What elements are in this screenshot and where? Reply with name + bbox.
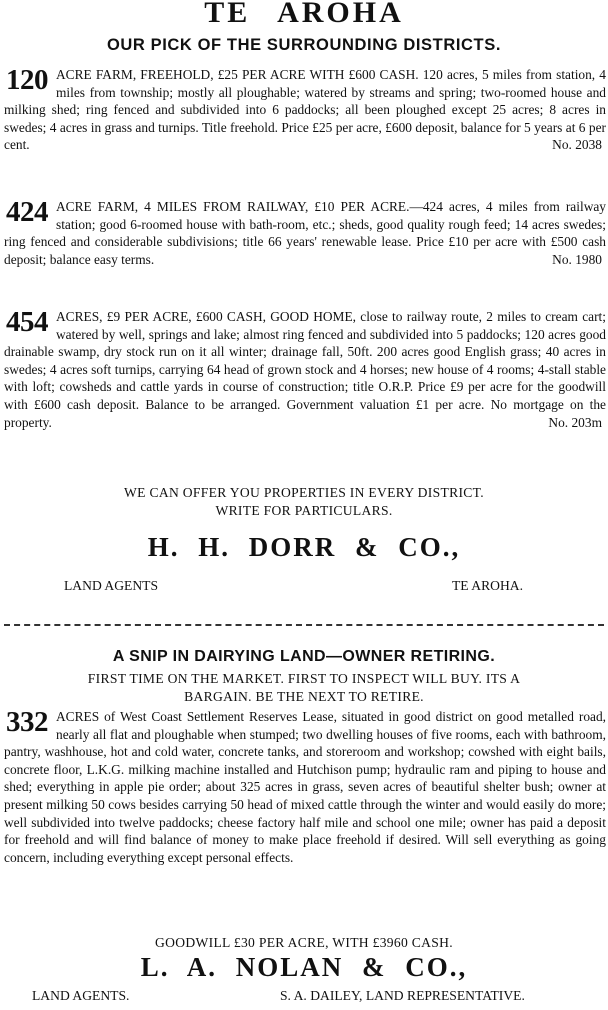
land-agents-label: LAND AGENTS	[64, 578, 159, 593]
section-divider	[4, 624, 604, 626]
ad2-intro-line-2: BARGAIN. BE THE NEXT TO RETIRE.	[184, 689, 424, 704]
location-label: TE AROHA.	[452, 578, 523, 593]
subheading: OUR PICK OF THE SURROUNDING DISTRICTS.	[106, 36, 502, 54]
firm-name-dorr: H. H. DORR & CO.,	[147, 532, 461, 562]
goodwill-line: GOODWILL £30 PER ACRE, WITH £3960 CASH.	[155, 935, 453, 950]
listing-text: ACRES, £9 PER ACRE, £600 CASH, GOOD HOME, close to railway route, 2 miles to cream cart; watered by well, springs and lake; almost ring fenced and subdivided into 5 paddocks; 120 acres good drainable swamp, dry stock run on it all winter; drainage fall, 50ft. 200 acres good English grass; 40 acres in swedes; 4 acres soft turnips, carrying 64 head of grown stock and 4 horses; new house of 4 rooms; 4-stall stable with loft; cowsheds and cattle yards in course of construction; title O.R.P. Price £9 per acre for the goodwill with £600 cash deposit. Balance to be arranged. Government valuation £1 per acre. No mortgage on the property.	[4, 309, 606, 430]
firm-name-nolan: L. A. NOLAN & CO.,	[140, 952, 468, 982]
listing-text: ACRE FARM, 4 MILES FROM RAILWAY, £10 PER ACRE.—424 acres, 4 miles from railway station; good 6-roomed house with bath-room, etc.; sheds, good quality rough feed; 14 acres swedes; ring fenced and considerable subdivisions; title 66 years' renewable lease. Price £10 per acre with £500 cash deposit; balance easy terms.	[4, 199, 606, 267]
masthead-title: TE AROHA	[204, 0, 404, 29]
representative-label: S. A. DAILEY, LAND REPRESENTATIVE.	[280, 988, 525, 1003]
listing-424-acre-farm	[4, 198, 606, 268]
ad2-intro-line-1: FIRST TIME ON THE MARKET. FIRST TO INSPECT WILL BUY. ITS A	[87, 671, 521, 686]
listing-text: ACRE FARM, FREEHOLD, £25 PER ACRE WITH £600 CASH. 120 acres, 5 miles from station, 4 miles from township; mostly all ploughable; watered by streams and spring; two-roomed house and milking shed; ring fenced and subdivided into 6 paddocks; all been ploughed except 25 acres; 8 acres in swedes; 4 acres in grass and turnips. Title freehold. Price £25 per acre, £600 deposit, balance for 5 years at 6 per cent.	[4, 67, 606, 153]
listing-number: 454	[6, 306, 48, 338]
offer-line-2: WRITE FOR PARTICULARS.	[215, 503, 393, 518]
listing-ref: No. 1980	[552, 251, 602, 267]
listing-ref: No. 203m	[548, 414, 602, 430]
listing-454-acres	[4, 308, 606, 431]
listing-number: 424	[6, 196, 48, 228]
offer-line-1: WE CAN OFFER YOU PROPERTIES IN EVERY DISTRICT.	[124, 485, 484, 500]
listing-ref: No. 2038	[552, 137, 602, 153]
land-agents-label: LAND AGENTS.	[32, 988, 130, 1003]
listing-number: 120	[6, 64, 48, 96]
listing-text: ACRES of West Coast Settlement Reserves Lease, situated in good district on good metalled road, nearly all flat and ploughable when stumped; two dwelling houses of five rooms, each with bathroom, pantry, washhouse, hot and cold water, concrete tanks, and storeroom and workshop; cowshed with eight bails, concrete floor, L.K.G. milking machine installed and Hutchison pump; hydraulic ram and piping to house and shed; everything in apple pie order; about 325 acres in grass, seven acres of beautiful shelter bush; owner at present milking 50 cows besides carrying 50 head of mixed cattle through the winter and would easily do more; well subdivided into twelve paddocks; cheese factory half mile and school one mile; owner has paid a deposit for freehold and will find balance of money to make place freehold if desired. Will sell everything as going concern, including everything except personal effects.	[4, 709, 606, 865]
ad2-headline: A SNIP IN DAIRYING LAND—OWNER RETIRING.	[112, 648, 496, 665]
listing-number: 332	[6, 706, 48, 738]
listing-120-acre-farm	[4, 66, 606, 154]
listing-332-acres	[4, 708, 606, 866]
